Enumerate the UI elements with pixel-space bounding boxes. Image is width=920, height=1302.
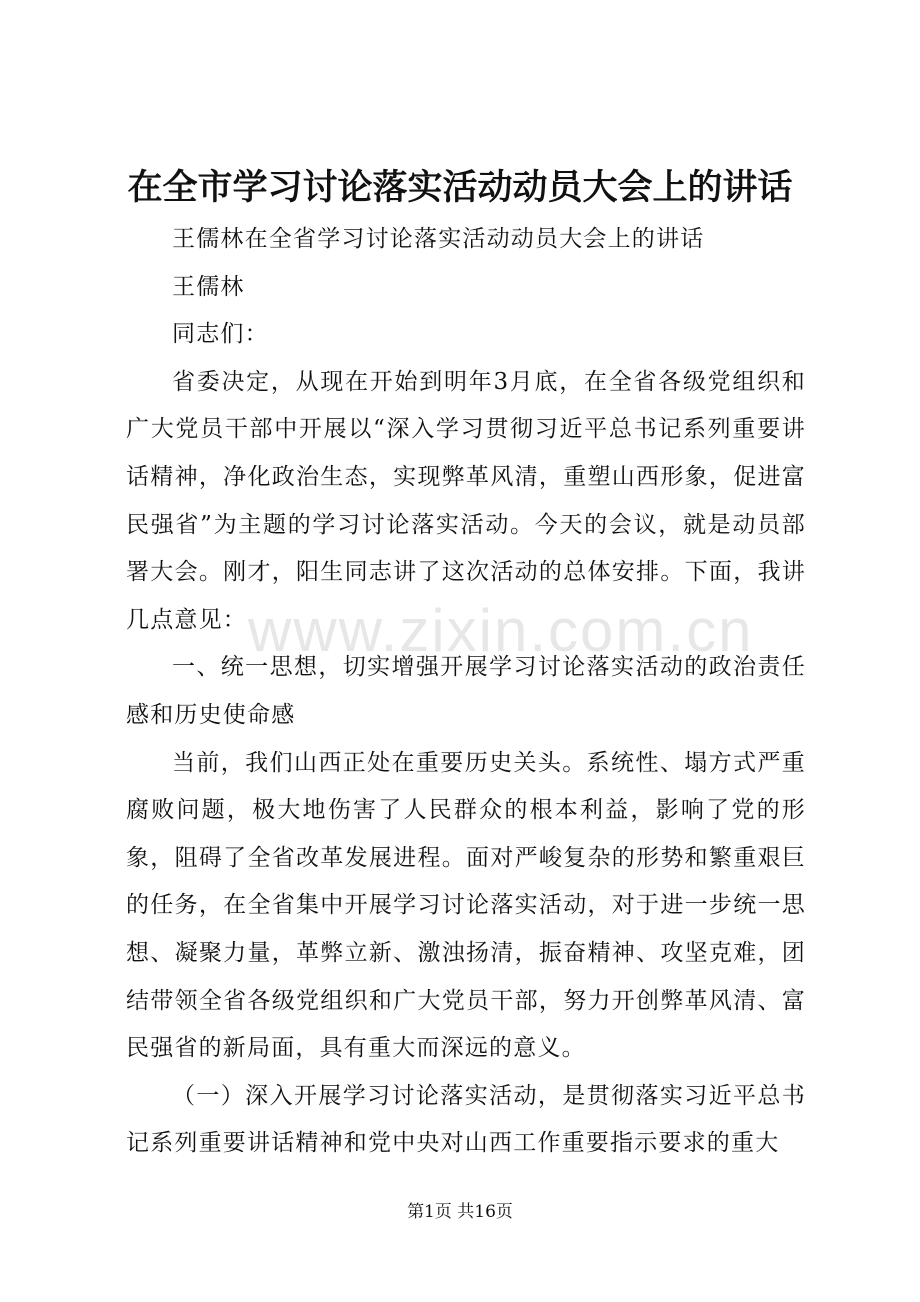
body-paragraph: （一）深入开展学习讨论落实活动，是贯彻落实习近平总书记系列重要讲话精神和党中央对山西工作重要指示要求的重大 bbox=[126, 1082, 806, 1157]
document-body bbox=[126, 216, 806, 1168]
section-heading: 一、统一思想，切实增强开展学习讨论落实活动的政治责任感和历史使命感 bbox=[126, 654, 806, 728]
document-title: 在全市学习讨论落实活动动员大会上的讲话 bbox=[127, 167, 793, 208]
body-paragraph: 当前，我们山西正处在重要历史关头。系统性、塌方式严重腐败问题，极大地伤害了人民群众的根本利益，影响了党的形象，阻碍了全省改革发展进程。面对严峻复杂的形势和繁重艰巨的任务，在全省集中开展学习讨论落实活动，对于进一步统一思想、凝聚力量，革弊立新、激浊扬清，振奋精神、攻坚克难，团结带领全省各级党组织和广大党员干部，努力开创弊革风清、富民强省的新局面，具有重大而深远的意义。 bbox=[126, 749, 806, 1062]
watermark: www.zixin.com.cn bbox=[248, 597, 754, 664]
subtitle-paragraph: 王儒林在全省学习讨论落实活动动员大会上的讲话 bbox=[172, 226, 705, 252]
author-paragraph: 王儒林 bbox=[172, 273, 245, 300]
page-footer: 第1页 共16页 bbox=[407, 1202, 513, 1222]
body-paragraph: 省委决定，从现在开始到明年3月底，在全省各级党组织和广大党员干部中开展以“深入学习贯彻习近平总书记系列重要讲话精神，净化政治生态，实现弊革风清，重塑山西形象，促进富民强省”为主题的学习讨论落实活动。今天的会议，就是动员部署大会。刚才，阳生同志讲了这次活动的总体安排。下面，我讲几点意见： bbox=[126, 368, 806, 633]
salutation-paragraph: 同志们： bbox=[172, 321, 269, 348]
